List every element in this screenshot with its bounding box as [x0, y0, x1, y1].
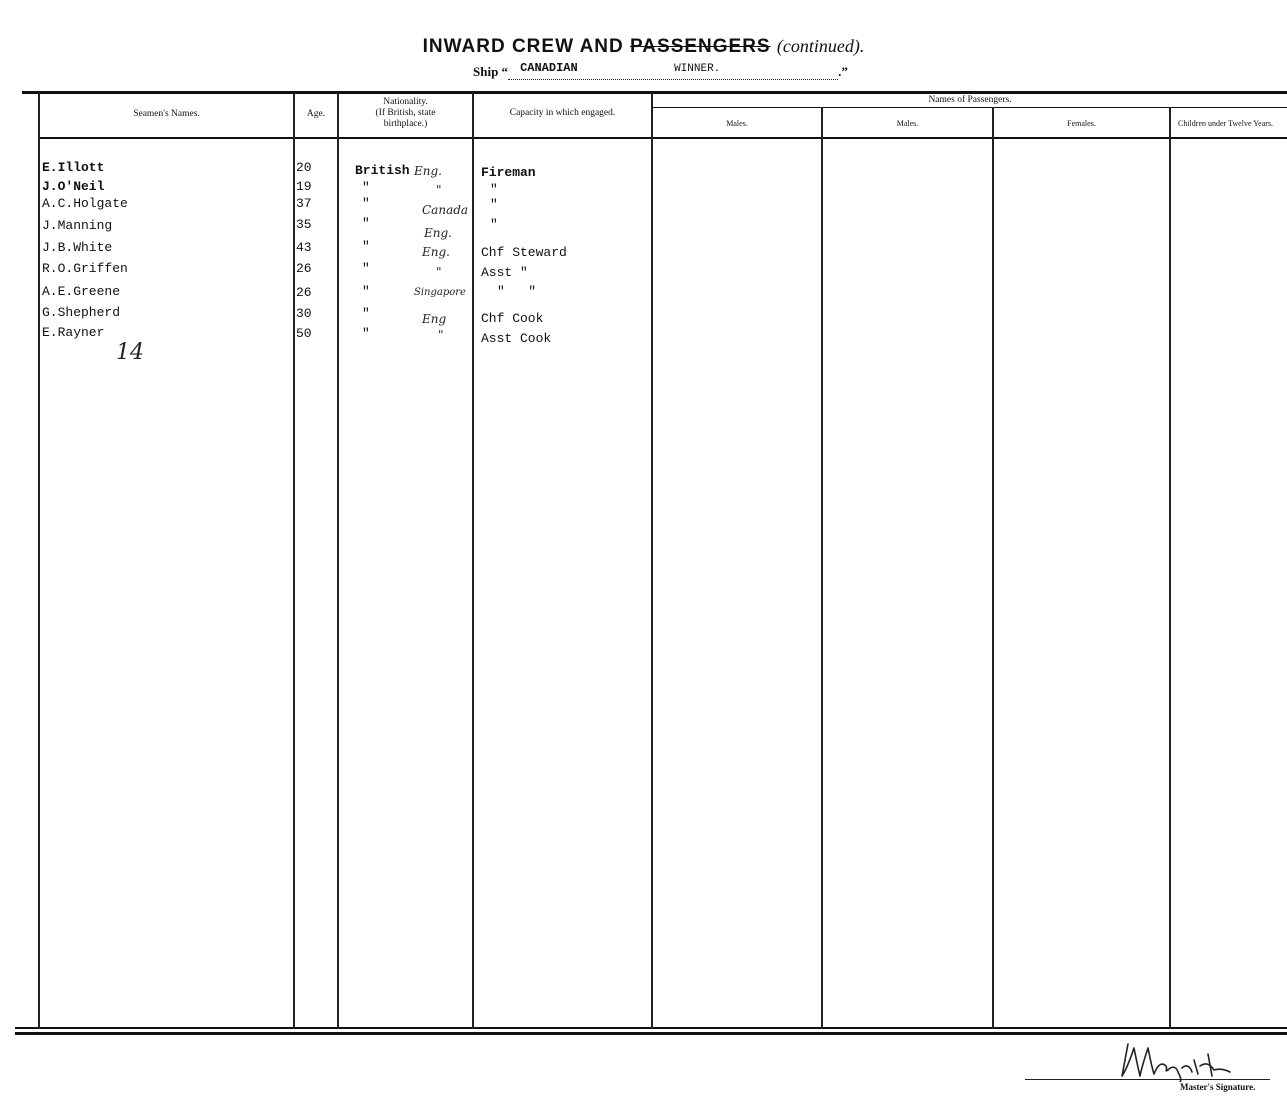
crew-capacity: Chf Steward	[481, 245, 567, 260]
crew-name: E.Illott	[42, 160, 105, 175]
crew-capacity: Chf Cook	[481, 311, 544, 326]
col-line-children	[1169, 107, 1171, 1029]
header-nationality-3: birthplace.)	[383, 119, 428, 129]
header-nationality	[339, 97, 472, 130]
top-rule	[22, 91, 1287, 94]
title-part2: PASSENGERS	[630, 36, 771, 57]
col-line-capacity	[472, 93, 474, 1029]
crew-birthplace: Eng	[422, 312, 447, 326]
header-names-of-passengers: Names of Passengers.	[928, 95, 1012, 105]
ship-name-field	[508, 61, 838, 80]
crew-age: 30	[296, 306, 312, 321]
crew-age: 35	[296, 217, 312, 232]
crew-capacity: "	[490, 197, 498, 212]
passenger-sub-rule	[652, 107, 1287, 108]
crew-name: G.Shepherd	[42, 305, 121, 320]
header-males-2: Males.	[896, 119, 919, 128]
header-males-1: Males.	[726, 119, 748, 128]
title-part1: INWARD CREW AND	[422, 36, 624, 57]
crew-age: 43	[296, 240, 312, 255]
crew-birthplace: Canada	[422, 203, 469, 217]
crew-age: 19	[296, 179, 312, 194]
crew-age: 26	[296, 261, 312, 276]
crew-birthplace: Eng.	[422, 245, 450, 259]
crew-birthplace: Eng.	[424, 226, 452, 240]
crew-nationality: "	[362, 326, 370, 341]
crew-capacity: "	[490, 182, 498, 197]
crew-birthplace: "	[436, 183, 442, 197]
crew-capacity: Fireman	[481, 165, 536, 180]
crew-nationality: "	[362, 261, 370, 276]
col-line-age	[293, 93, 295, 1029]
crew-capacity: Asst "	[481, 265, 528, 280]
col-line-males2	[821, 107, 823, 1029]
col-line-left	[38, 93, 40, 1029]
header-nationality-2: (If British, state	[375, 108, 436, 118]
page-title	[0, 36, 1287, 58]
crew-nationality: "	[362, 216, 370, 231]
bottom-rule-2	[15, 1032, 1287, 1035]
header-bottom-rule	[40, 137, 1287, 139]
master-signature	[1118, 1040, 1238, 1082]
signature-scrawl	[1118, 1040, 1238, 1082]
header-seamens-names: Seamen's Names.	[133, 109, 200, 119]
ship-label: Ship “	[473, 64, 509, 79]
col-line-nationality	[337, 93, 339, 1029]
signature-line	[1025, 1079, 1270, 1080]
crew-nationality: British	[355, 163, 410, 178]
ship-name-1: CANADIAN	[520, 61, 578, 75]
crew-age: 37	[296, 196, 312, 211]
ship-name-2: WINNER.	[674, 63, 721, 75]
crew-capacity: Asst Cook	[481, 331, 552, 346]
crew-birthplace: Eng.	[414, 164, 442, 178]
crew-name: J.B.White	[42, 240, 113, 255]
crew-nationality: "	[362, 306, 370, 321]
crew-name: E.Rayner	[42, 325, 105, 340]
crew-birthplace: "	[436, 265, 442, 279]
title-continued: (continued).	[776, 36, 865, 56]
crew-name: R.O.Griffen	[42, 261, 128, 276]
col-line-passengers	[651, 93, 653, 1029]
crew-birthplace: "	[438, 328, 444, 342]
crew-name: J.Manning	[42, 218, 113, 233]
crew-age: 20	[296, 160, 312, 175]
crew-birthplace: Singapore	[414, 287, 466, 298]
ship-line	[473, 61, 848, 80]
crew-nationality: "	[362, 239, 370, 254]
header-age: Age.	[306, 109, 326, 119]
crew-count-annotation: 14	[116, 340, 144, 365]
crew-name: A.E.Greene	[42, 284, 121, 299]
crew-name: A.C.Holgate	[42, 196, 128, 211]
crew-capacity: " "	[497, 284, 537, 299]
signature-label: Master's Signature.	[1180, 1082, 1256, 1092]
crew-nationality: "	[362, 180, 370, 195]
crew-name: J.O'Neil	[42, 179, 105, 194]
crew-nationality: "	[362, 196, 370, 211]
ship-close: .”	[838, 64, 848, 79]
crew-capacity: "	[490, 217, 498, 232]
header-children: Children under Twelve Years.	[1178, 119, 1274, 128]
header-females: Females.	[1067, 119, 1096, 128]
col-line-females	[992, 107, 994, 1029]
header-capacity: Capacity in which engaged.	[509, 108, 616, 118]
header-nationality-1: Nationality.	[383, 97, 428, 107]
crew-age: 26	[296, 285, 312, 300]
crew-age: 50	[296, 326, 312, 341]
crew-nationality: "	[362, 284, 370, 299]
